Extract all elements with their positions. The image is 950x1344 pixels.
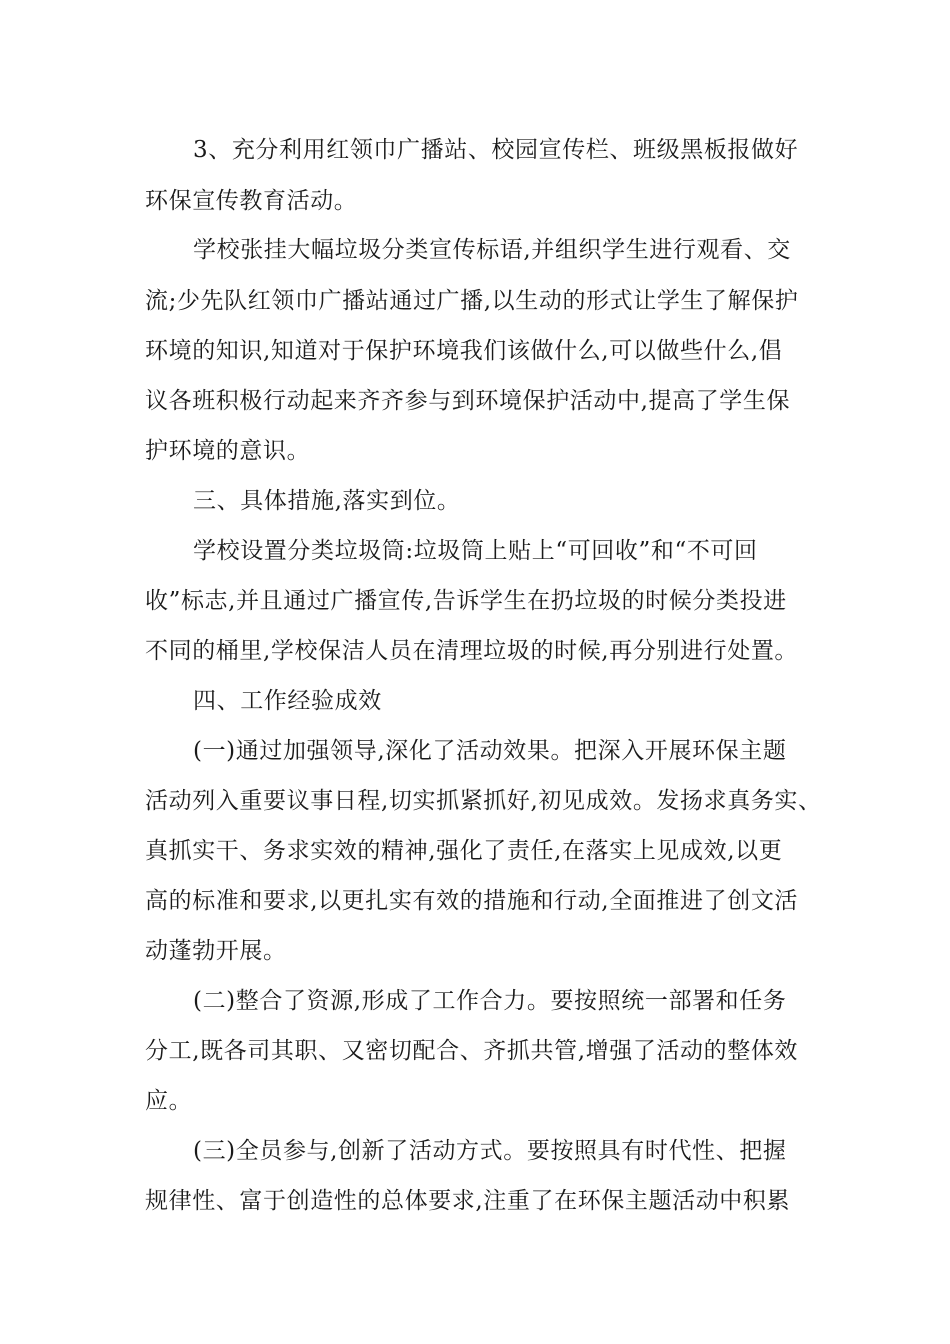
text-line: 护环境的意识。	[145, 438, 311, 464]
text-line: 流;少先队红领巾广播站通过广播,以生动的形式让学生了解保护	[145, 288, 799, 314]
text-line: 环保宣传教育活动。	[145, 188, 358, 214]
text-line: 3、充分利用红领巾广播站、校园宣传栏、班级黑板报做好	[193, 137, 799, 163]
text-line: 分工,既各司其职、又密切配合、齐抓共管,增强了活动的整体效	[145, 1038, 799, 1064]
text-line: 规律性、富于创造性的总体要求,注重了在环保主题活动中积累	[145, 1188, 791, 1214]
text-line: 活动列入重要议事日程,切实抓紧抓好,初见成效。发扬求真务实、	[145, 788, 822, 814]
text-line: 应。	[145, 1088, 193, 1114]
section-heading: 三、具体措施,落实到位。	[193, 488, 461, 514]
text-line: 环境的知识,知道对于保护环境我们该做什么,可以做些什么,倡	[145, 338, 783, 364]
text-line: 高的标准和要求,以更扎实有效的措施和行动,全面推进了创文活	[145, 888, 799, 914]
text-line: 真抓实干、务求实效的精神,强化了责任,在落实上见成效,以更	[145, 838, 783, 864]
text-line: 学校张挂大幅垃圾分类宣传标语,并组织学生进行观看、交	[193, 237, 791, 263]
text-line: 动蓬勃开展。	[145, 938, 287, 964]
text-line: 学校设置分类垃圾筒:垃圾筒上贴上“可回收”和“不可回	[193, 538, 758, 564]
text-line: 不同的桶里,学校保洁人员在清理垃圾的时候,再分别进行处置。	[145, 638, 799, 664]
text-line: (一)通过加强领导,深化了活动效果。把深入开展环保主题	[193, 738, 787, 764]
section-heading: 四、工作经验成效	[193, 688, 382, 714]
text-line: 收”标志,并且通过广播宣传,告诉学生在扔垃圾的时候分类投进	[145, 588, 787, 614]
text-line: 议各班积极行动起来齐齐参与到环境保护活动中,提高了学生保	[145, 388, 791, 414]
text-line: (二)整合了资源,形成了工作合力。要按照统一部署和任务	[193, 988, 787, 1014]
text-line: (三)全员参与,创新了活动方式。要按照具有时代性、把握	[193, 1138, 787, 1164]
